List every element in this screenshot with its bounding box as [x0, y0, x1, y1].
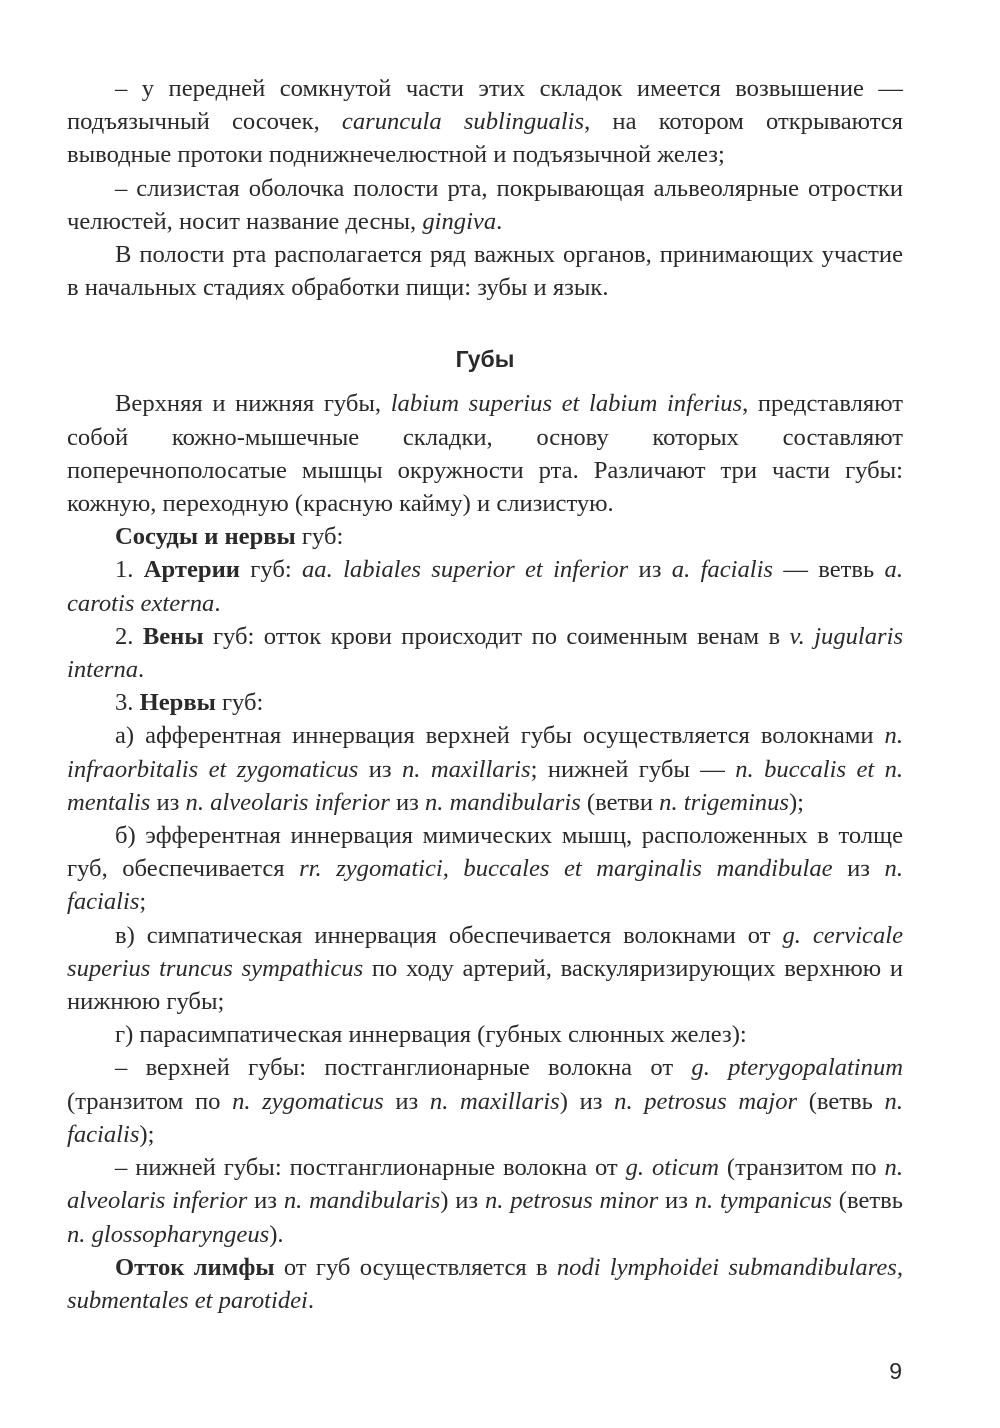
text-run: г) парасимпатическая иннервация (губных слюнных желез):	[115, 1021, 747, 1049]
text-run: 2.	[115, 622, 143, 650]
latin-term: n. maxillaris	[429, 1087, 560, 1115]
paragraph	[67, 387, 903, 520]
text-run: );	[139, 1120, 155, 1148]
latin-term: caruncula sublingualis	[341, 108, 585, 136]
latin-term: aa. labiales superior et inferior	[302, 556, 629, 584]
latin-term: n. facialis	[67, 855, 903, 916]
text-run: в) симпатическая иннервация обеспечивается волокнами от	[115, 921, 783, 949]
text-run: б) эфферентная иннервация мимических мышц, расположенных в толще губ, обеспечивается	[67, 822, 903, 883]
latin-term: g. oticum	[625, 1154, 719, 1182]
text-run: .	[307, 1286, 315, 1314]
section-heading: Губы	[455, 346, 515, 373]
paragraph	[67, 1051, 903, 1151]
paragraph	[67, 172, 903, 238]
text-run: 1.	[115, 556, 144, 584]
text-run: из	[383, 1087, 430, 1115]
text-run: губ:	[295, 523, 344, 551]
paragraph	[67, 238, 903, 304]
text-run: из	[150, 788, 186, 816]
text-run: .	[496, 207, 503, 235]
latin-term: n. infraorbitalis et zygomaticus	[67, 722, 903, 783]
latin-term: gingiva	[422, 207, 497, 235]
text-run: , на котором открываются выводные протоки поднижнечелюстной и подъязычной желез;	[67, 108, 903, 169]
bold-term: Нервы	[139, 689, 216, 717]
latin-term: nodi lymphoidei submandibulares, submentales et parotidei	[67, 1253, 904, 1314]
latin-term: n. zygomaticus	[232, 1087, 384, 1115]
text-run: из	[628, 556, 672, 584]
latin-term: g. pterygopalatinum	[691, 1054, 903, 1082]
paragraph	[67, 520, 903, 553]
latin-term: a. carotis externa	[67, 556, 903, 617]
text-run: .	[214, 589, 221, 617]
bold-term: Сосуды и нервы	[115, 523, 296, 551]
text-run: );	[788, 788, 805, 816]
paragraph	[67, 1018, 903, 1051]
latin-term: n. mandibularis	[424, 788, 581, 816]
text-run: от губ осуществляется в	[274, 1253, 557, 1281]
latin-term: n. facialis	[67, 1087, 903, 1148]
text-run: 3.	[115, 689, 140, 717]
text-run: (ветвь	[797, 1087, 885, 1115]
bold-term: Отток лимфы	[115, 1253, 275, 1281]
latin-term: n. tympanicus	[694, 1187, 832, 1215]
paragraph	[67, 1151, 903, 1251]
text-run: по ходу артерий, васкуляризирующих верхнюю и нижнюю губы;	[67, 954, 903, 1016]
text-run: губ: отток крови происходит по соименным венам в	[203, 622, 790, 650]
text-run: (ветви	[580, 788, 660, 816]
latin-term: n. alveolaris inferior	[67, 1154, 903, 1215]
text-run: из	[389, 788, 425, 816]
bold-term: Артерии	[143, 556, 240, 584]
text-run: – слизистая оболочка полости рта, покрывающая альвеолярные отростки челюстей, носит название десны,	[67, 174, 903, 235]
paragraph	[67, 620, 903, 686]
latin-term: g. cervicale superius truncus sympathicus	[67, 921, 903, 982]
latin-term: n. maxillaris	[402, 755, 531, 783]
text-run: — ветвь	[772, 556, 885, 584]
text-run: (ветвь	[832, 1187, 903, 1215]
paragraph	[67, 72, 903, 172]
text-run: – у передней сомкнутой части этих складок имеется возвышение — подъязычный сосочек,	[67, 75, 903, 136]
text-run: ) из	[440, 1187, 485, 1215]
text-run: губ:	[239, 556, 302, 584]
paragraph	[67, 819, 903, 919]
latin-term: n. petrosus major	[614, 1087, 798, 1115]
latin-term: rr. zygomatici, buccales et marginalis mandibulae	[299, 855, 833, 883]
text-run: из	[658, 1187, 695, 1215]
text-run: Верхняя и нижняя губы,	[115, 390, 391, 418]
page-number: 9	[889, 1358, 902, 1384]
latin-term: n. petrosus minor	[484, 1187, 659, 1215]
paragraph	[67, 919, 903, 1019]
text-run: а) афферентная иннервация верхней губы осуществляется волокнами	[115, 722, 885, 750]
paragraph	[67, 719, 903, 819]
text-run: ) из	[559, 1087, 615, 1115]
text-run: – верхней губы: постганглионарные волокна от	[115, 1054, 692, 1082]
latin-term: n. buccalis et n. mentalis	[67, 755, 904, 816]
text-run: губ:	[215, 689, 264, 717]
bold-term: Вены	[142, 622, 204, 650]
text-run: из	[247, 1187, 284, 1215]
paragraph	[67, 686, 903, 719]
text-run: (транзитом по	[67, 1087, 233, 1115]
paragraph	[67, 1251, 903, 1317]
latin-term: n. trigeminus	[659, 788, 789, 816]
latin-term: n. glossopharyngeus	[67, 1220, 270, 1248]
text-run: .	[138, 656, 145, 684]
text-run: ; нижней губы —	[530, 755, 736, 783]
text-run: ).	[269, 1220, 284, 1248]
latin-term: labium superius et labium inferius	[390, 390, 743, 418]
text-run: из	[832, 855, 885, 883]
text-run: , представляют собой кожно-мышечные складки, основу которых составляют поперечнополосатые мышцы окружности рта. Различают три части губы: кожную, переходную (красную кайму) и слизистую.	[67, 390, 903, 518]
latin-term: a. facialis	[671, 556, 773, 584]
text-run: В полости рта располагается ряд важных органов, принимающих участие в начальных стадиях обработки пищи: зубы и язык.	[67, 241, 903, 302]
text-run: ;	[139, 888, 147, 916]
intro-paragraphs	[67, 72, 903, 304]
text-run: – нижней губы: постганглионарные волокна от	[115, 1154, 626, 1182]
paragraph	[67, 553, 903, 619]
latin-term: n. mandibularis	[283, 1187, 441, 1215]
latin-term: v. jugularis interna	[67, 622, 904, 684]
section-body	[67, 387, 903, 1317]
text-run: из	[358, 755, 402, 783]
text-run: (транзитом по	[718, 1154, 885, 1182]
latin-term: n. alveolaris inferior	[185, 788, 390, 816]
